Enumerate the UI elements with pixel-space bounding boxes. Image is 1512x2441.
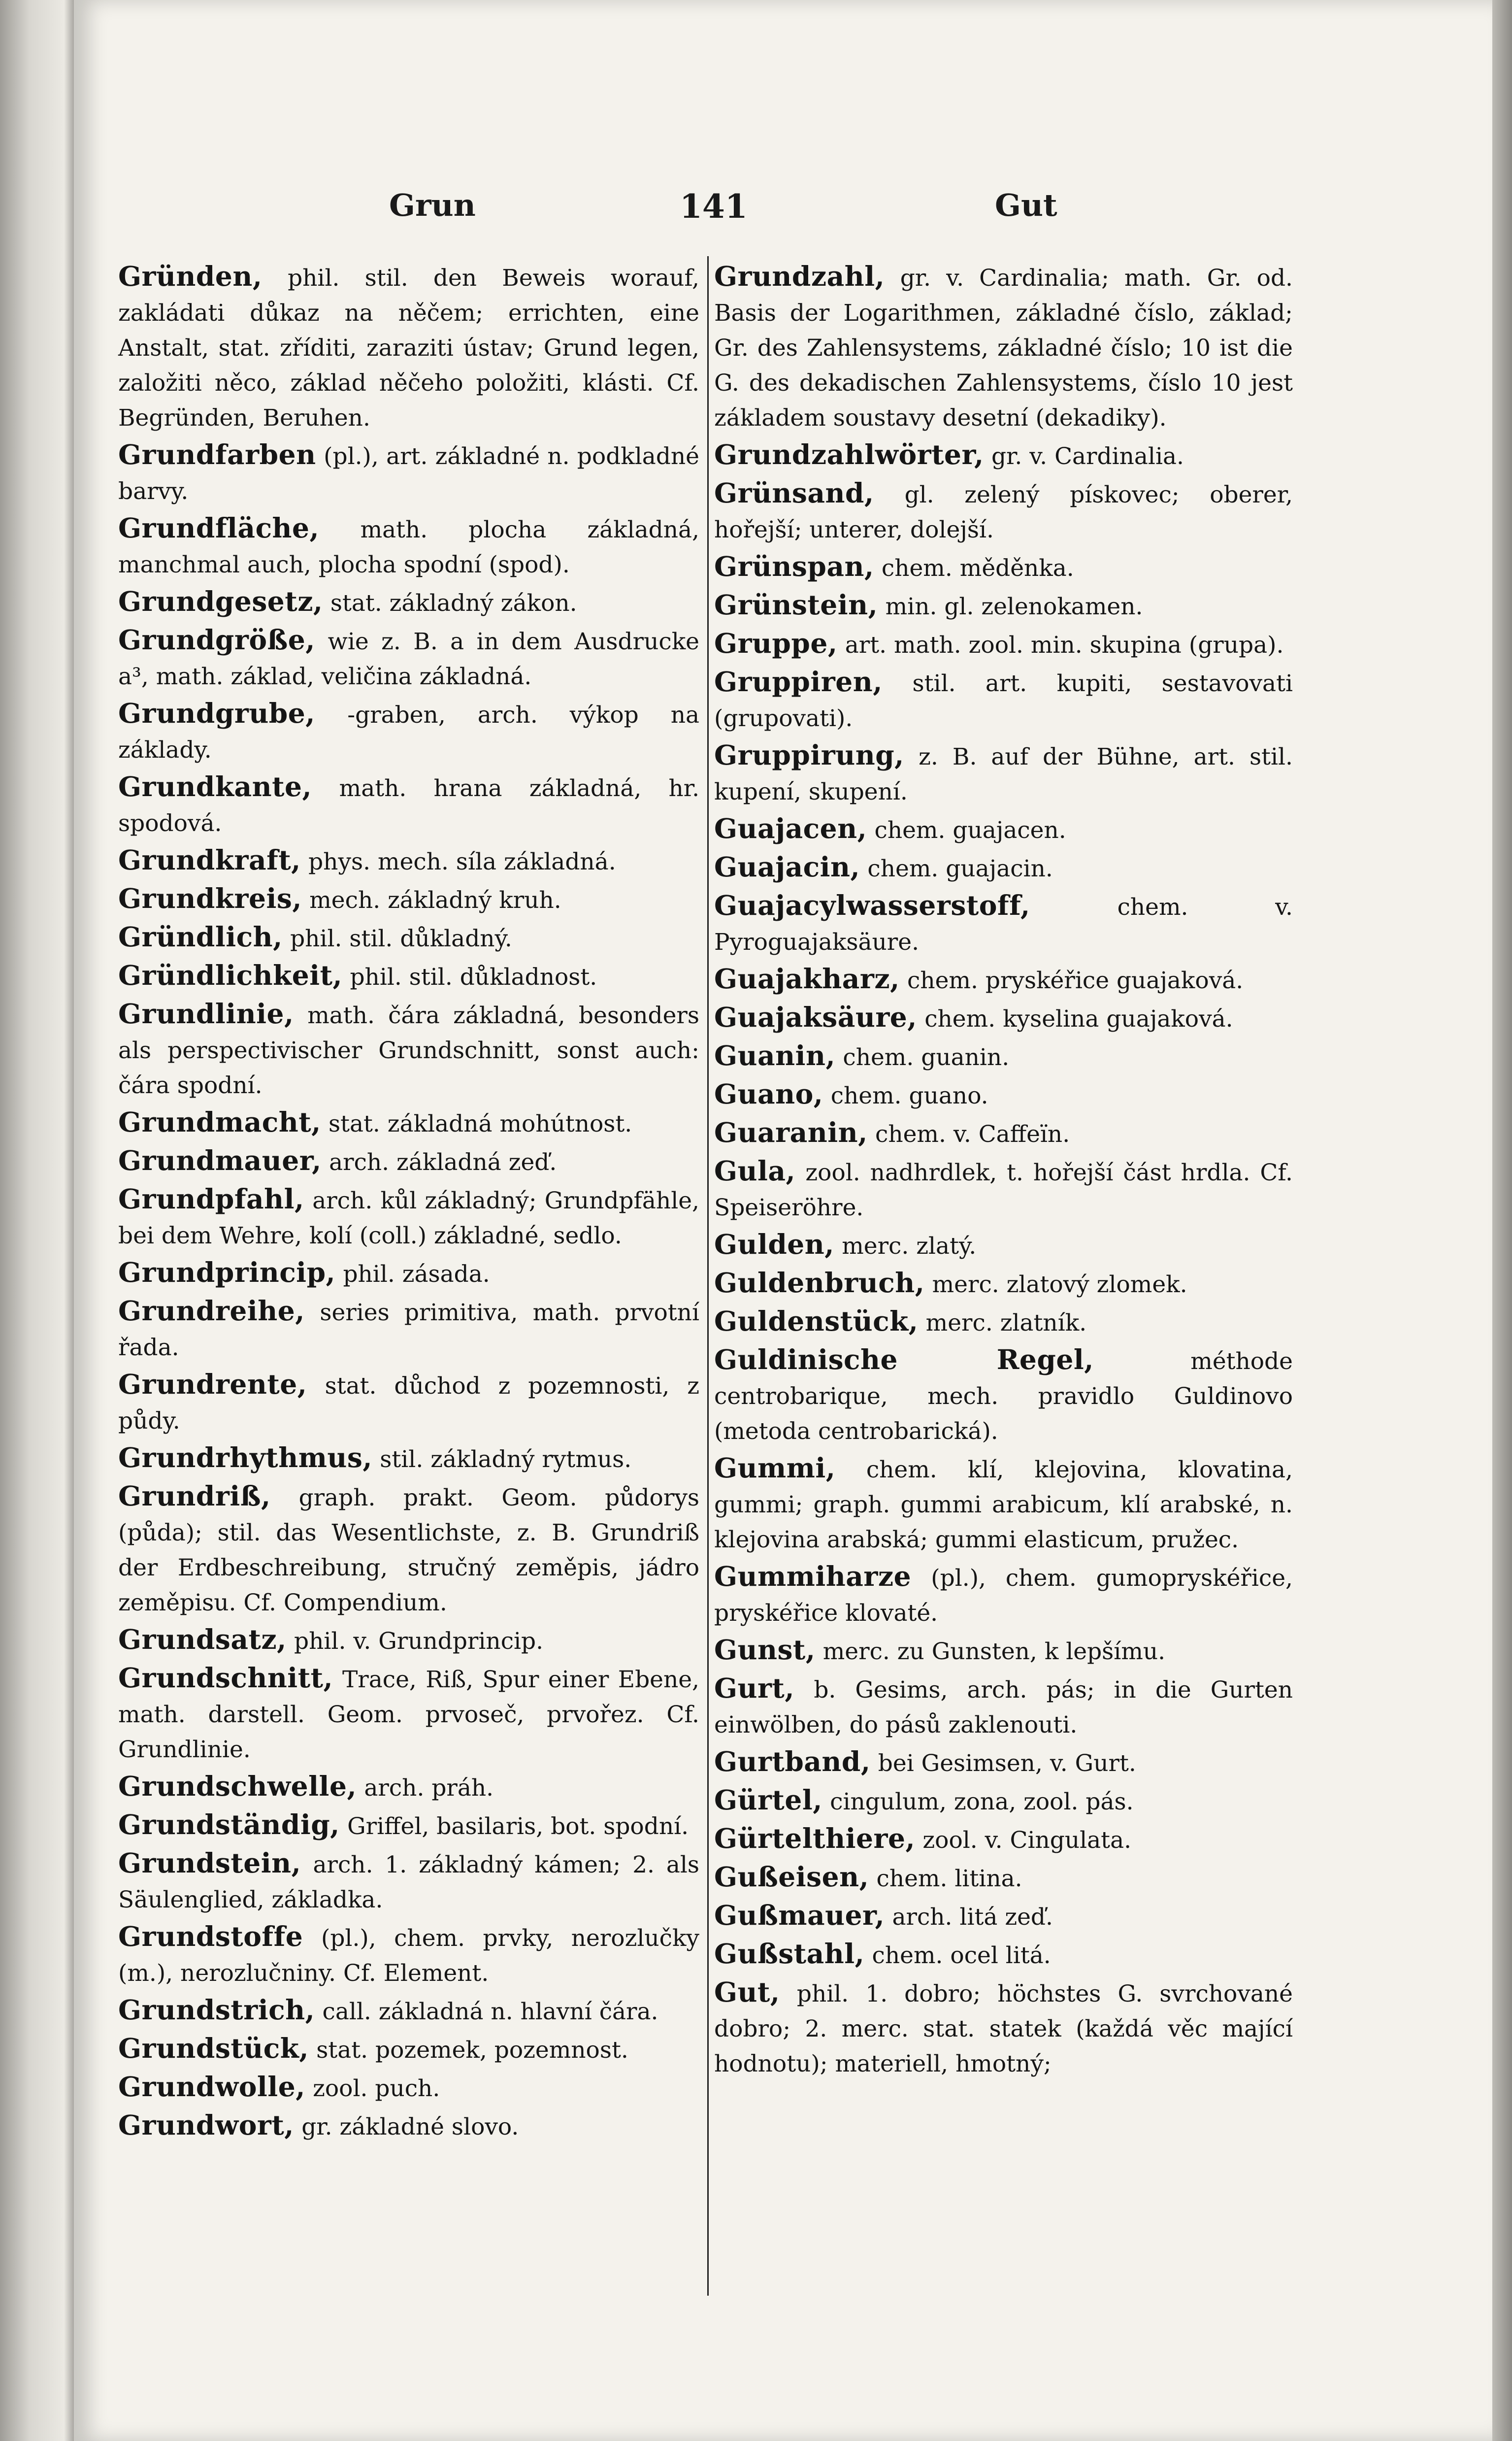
headword: Gulden, [714,1228,834,1260]
dictionary-entry [118,584,699,621]
headword: Guaranin, [714,1116,868,1148]
definition: chem. guajacen. [874,817,1066,844]
headword: Grundriß, [118,1480,271,1512]
headword: Grundstoffe [118,1920,303,1952]
dictionary-entry [118,958,699,995]
dictionary-entry [118,510,699,582]
dictionary-entry [714,1265,1293,1302]
headword: Gunst, [714,1634,816,1666]
definition: merc. zu Gunsten, k lepšímu. [822,1638,1166,1665]
headword: Gründlichkeit, [118,959,343,991]
dictionary-entry [118,622,699,694]
adjacent-page-edge [0,0,74,2441]
dictionary-entry [714,888,1293,960]
definition: zool. nadhrdlek, t. hořejší část hrdla. Cf. Speiseröhre. [714,1159,1293,1221]
definition: phil. 1. dobro; höchstes G. svrchované dobro; 2. merc. stat. statek (každá věc mající hodnotu); materiell, hmotný; [714,1980,1293,2077]
definition: phys. mech. síla základná. [308,848,616,875]
headword: Gründen, [118,260,263,292]
definition: zool. puch. [313,2075,440,2102]
definition: phil. v. Grundprincip. [294,1628,544,1655]
definition: merc. zlatový zlomek. [932,1271,1187,1298]
headword: Gummiharze [714,1560,912,1592]
definition: arch. práh. [364,1774,494,1802]
definition: z. B. auf der Bühne, art. stil. kupení, skupení. [714,743,1293,805]
dictionary-entry [118,2069,699,2106]
dictionary-entry [714,1821,1293,1858]
dictionary-entry [714,1559,1293,1631]
headword: Grundschnitt, [118,1662,333,1694]
definition: arch. kůl základný; Grundpfähle, bei dem Wehre, kolí (coll.) základné, sedlo. [118,1187,699,1249]
headword: Grundgröße, [118,624,315,656]
dictionary-entry [118,996,699,1103]
definition: math. hrana základná, hr. spodová. [118,775,700,837]
definition: wie z. B. a in dem Ausdrucke a³, math. základ, veličina základná. [118,628,699,690]
dictionary-entry [118,919,699,956]
headword: Grundgesetz, [118,585,323,617]
definition: merc. zlatý. [842,1233,977,1260]
headword: Grundstrich, [118,1994,315,2026]
dictionary-entry [118,1367,699,1438]
dictionary-entry [714,1076,1293,1113]
dictionary-entry [714,1000,1293,1037]
definition: chem. guanin. [843,1044,1010,1071]
headword: Gußmauer, [714,1899,885,1931]
headword: Guldinische Regel, [714,1343,1094,1375]
dictionary-entry [714,549,1293,586]
dictionary-entry [714,849,1293,886]
headword: Grundrente, [118,1368,307,1400]
dictionary-entry [118,437,699,509]
headword: Guajacen, [714,812,867,844]
headword: Gummi, [714,1452,836,1484]
dictionary-entry [714,1671,1293,1742]
definition: Trace, Riß, Spur einer Ebene, math. darstell. Geom. prvoseč, prvořez. Cf. Grundlinie. [118,1666,699,1763]
headword: Grundzahl, [714,260,885,292]
headword: Guajaksäure, [714,1001,917,1033]
headword: Gurtband, [714,1745,871,1777]
definition: phil. stil. den Beweis worauf, zakládati důkaz na něčem; errichten, eine Anstalt, stat. zříditi, zaraziti ústav; Grund legen, založiti něco, základ něčeho položiti, klásti. Cf. Begründen, Beruhen. [118,265,699,432]
headword: Grundmauer, [118,1144,322,1176]
headword: Grundreihe, [118,1295,305,1327]
headword: Grundfläche, [118,512,320,544]
right-guide-word: Gut [995,187,1057,223]
page-right-edge [1492,0,1512,2441]
dictionary-entry [118,1181,699,1253]
headword: Grundstein, [118,1847,301,1879]
headword: Grundständig, [118,1808,340,1840]
dictionary-entry [118,1992,699,2029]
definition: chem. v. Caffeïn. [875,1121,1070,1148]
dictionary-entry [118,1807,699,1844]
headword: Grundfarben [118,438,316,470]
headword: Grundmacht, [118,1106,321,1138]
headword: Gußeisen, [714,1861,869,1893]
dictionary-entry [714,1450,1293,1557]
dictionary-entry [714,587,1293,624]
headword: Grundzahlwörter, [714,438,984,470]
dictionary-entry [714,1304,1293,1340]
headword: Grundschwelle, [118,1770,357,1802]
headword: Gründlich, [118,921,283,953]
definition: gr. v. Cardinalia. [991,443,1184,470]
definition: chem. guano. [830,1082,988,1109]
dictionary-entry [118,1919,699,1991]
dictionary-entry [714,1227,1293,1264]
dictionary-entry [714,1115,1293,1152]
dictionary-entry [714,737,1293,809]
definition: phil. zásada. [343,1261,490,1288]
headword: Grünsand, [714,477,874,509]
page-number: 141 [680,187,748,226]
definition: (pl.), art. základné n. podkladné barvy. [118,443,699,505]
definition: merc. zlatník. [925,1309,1087,1337]
definition: arch. 1. základný kámen; 2. als Säulenglied, základka. [118,1851,699,1913]
definition: stat. pozemek, pozemnost. [316,2037,628,2064]
definition: cingulum, zona, zool. pás. [830,1788,1134,1815]
headword: Grundkreis, [118,882,302,914]
definition: gr. v. Cardinalia; math. Gr. od. Basis der Logarithmen, základné číslo, základ; Gr. des Zahlensystems, základné číslo; 10 ist die G. des dekadischen Zahlensystems, číslo 10 jest základem soustavy desetní (dekadiky). [714,265,1293,432]
dictionary-entry [118,2107,699,2144]
dictionary-entry [714,1342,1293,1449]
definition: stat. základný zákon. [330,590,577,617]
column-divider [707,256,709,2296]
headword: Grundlinie, [118,998,294,1030]
definition: series primitiva, math. prvotní řada. [118,1299,699,1361]
definition: chem. litina. [876,1865,1022,1892]
definition: chem. pryskéřice guajaková. [907,967,1244,994]
headword: Grundwort, [118,2109,294,2141]
definition: arch. základná zeď. [329,1149,557,1176]
dictionary-entry [714,961,1293,998]
dictionary-entry [118,881,699,918]
definition: min. gl. zelenokamen. [885,593,1143,620]
headword: Guano, [714,1078,823,1110]
dictionary-entry [118,1769,699,1806]
headword: Gürtelthiere, [714,1822,916,1854]
headword: Gula, [714,1155,796,1187]
definition: chem. klí, klejovina, klovatina, gummi; graph. gummi arabicum, klí arabské, n. klejovina arabská; gummi elasticum, pružec. [714,1456,1293,1553]
definition: méthode centrobarique, mech. pravidlo Guldinovo (metoda centrobarická). [714,1348,1293,1445]
definition: zool. v. Cingulata. [922,1827,1132,1854]
headword: Guldenbruch, [714,1267,925,1299]
dictionary-entry [714,1782,1293,1819]
headword: Gurt, [714,1672,794,1704]
headword: Grünspan, [714,550,874,582]
definition: Griffel, basilaris, bot. spodní. [347,1813,689,1840]
dictionary-entry [118,1143,699,1180]
dictionary-entry [714,1936,1293,1973]
dictionary-entry [118,1255,699,1292]
dictionary-entry [118,2031,699,2068]
definition: gr. základné slovo. [301,2113,519,2140]
headword: Guajacin, [714,851,860,883]
definition: bei Gesimsen, v. Gurt. [878,1750,1136,1777]
headword: Grundkante, [118,770,312,803]
definition: mech. základný kruh. [309,887,561,914]
dictionary-entry [118,696,699,768]
running-header [74,177,1492,232]
definition: chem. v. Pyroguajaksäure. [714,894,1293,956]
dictionary-entry [118,842,699,879]
headword: Gußstahl, [714,1938,865,1970]
dictionary-entry [714,475,1293,547]
headword: Gruppiren, [714,666,883,698]
dictionary-entry [714,626,1293,663]
headword: Guajacylwasserstoff, [714,889,1030,921]
definition: art. math. zool. min. skupina (grupa). [845,632,1284,659]
headword: Guajakharz, [714,963,900,995]
definition: gl. zelený pískovec; oberer, hořejší; unterer, dolejší. [714,481,1293,543]
dictionary-entry [714,1632,1293,1669]
definition: stil. art. kupiti, sestavovati (grupovati). [714,670,1293,732]
definition: math. plocha základná, manchmal auch, plocha spodní (spod). [118,516,699,578]
definition: phil. stil. důkladný. [290,925,512,952]
definition: -graben, arch. výkop na základy. [118,702,699,764]
definition: chem. ocel litá. [872,1942,1051,1969]
headword: Grundrhythmus, [118,1441,372,1473]
headword: Grundstück, [118,2032,309,2064]
definition: (pl.), chem. prvky, nerozlučky (m.), nerozlučniny. Cf. Element. [118,1925,699,1987]
definition: chem. kyselina guajaková. [924,1005,1233,1033]
dictionary-entry [118,1478,699,1620]
dictionary-entry [118,1622,699,1659]
headword: Guldenstück, [714,1305,919,1337]
dictionary-entry [714,1898,1293,1935]
headword: Gruppirung, [714,739,904,771]
left-guide-word: Grun [389,187,476,223]
headword: Grundsatz, [118,1623,287,1655]
definition: b. Gesims, arch. pás; in die Gurten einwölben, do pásů zaklenouti. [714,1676,1293,1739]
dictionary-entry [714,259,1293,435]
headword: Grünstein, [714,589,878,621]
headword: Grundwolle, [118,2071,305,2103]
definition: phil. stil. důkladnost. [350,964,597,991]
dictionary-entry [714,1859,1293,1896]
headword: Gürtel, [714,1784,822,1816]
headword: Grundpfahl, [118,1183,304,1215]
dictionary-entry [118,769,699,841]
headword: Gruppe, [714,627,838,659]
definition: arch. litá zeď. [892,1904,1053,1931]
right-column [714,259,1293,2083]
headword: Gut, [714,1976,780,2008]
dictionary-entry [714,1153,1293,1225]
dictionary-entry [118,1660,699,1767]
definition: chem. měděnka. [881,555,1074,582]
definition: graph. prakt. Geom. půdorys (půda); stil. das Wesentlichste, z. B. Grundriß der Erdbeschreibung, stručný zeměpis, jádro zeměpisu. Cf. Compendium. [118,1484,699,1616]
headword: Guanin, [714,1039,836,1071]
dictionary-entry [714,1974,1293,2081]
definition: stat. důchod z pozemnosti, z půdy. [118,1372,699,1435]
left-column [118,259,699,2146]
definition: (pl.), chem. gumopryskéřice, pryskéřice klovaté. [714,1565,1293,1627]
dictionary-entry [118,259,699,435]
dictionary-entry [118,1293,699,1365]
definition: call. základná n. hlavní čára. [322,1998,658,2025]
dictionary-entry [118,1845,699,1917]
dictionary-entry [714,1744,1293,1781]
definition: math. čára základná, besonders als perspectivischer Grundschnitt, sonst auch: čára spodní. [118,1002,700,1099]
dictionary-entry [118,1104,699,1141]
dictionary-entry [714,1038,1293,1075]
definition: chem. guajacin. [867,855,1053,882]
dictionary-entry [714,437,1293,474]
dictionary-entry [118,1440,699,1477]
headword: Grundkraft, [118,844,301,876]
headword: Grundprincip, [118,1256,336,1288]
definition: stat. základná mohútnost. [329,1110,632,1137]
headword: Grundgrube, [118,697,315,729]
dictionary-entry [714,664,1293,736]
dictionary-entry [714,811,1293,848]
definition: stil. základný rytmus. [380,1446,632,1473]
